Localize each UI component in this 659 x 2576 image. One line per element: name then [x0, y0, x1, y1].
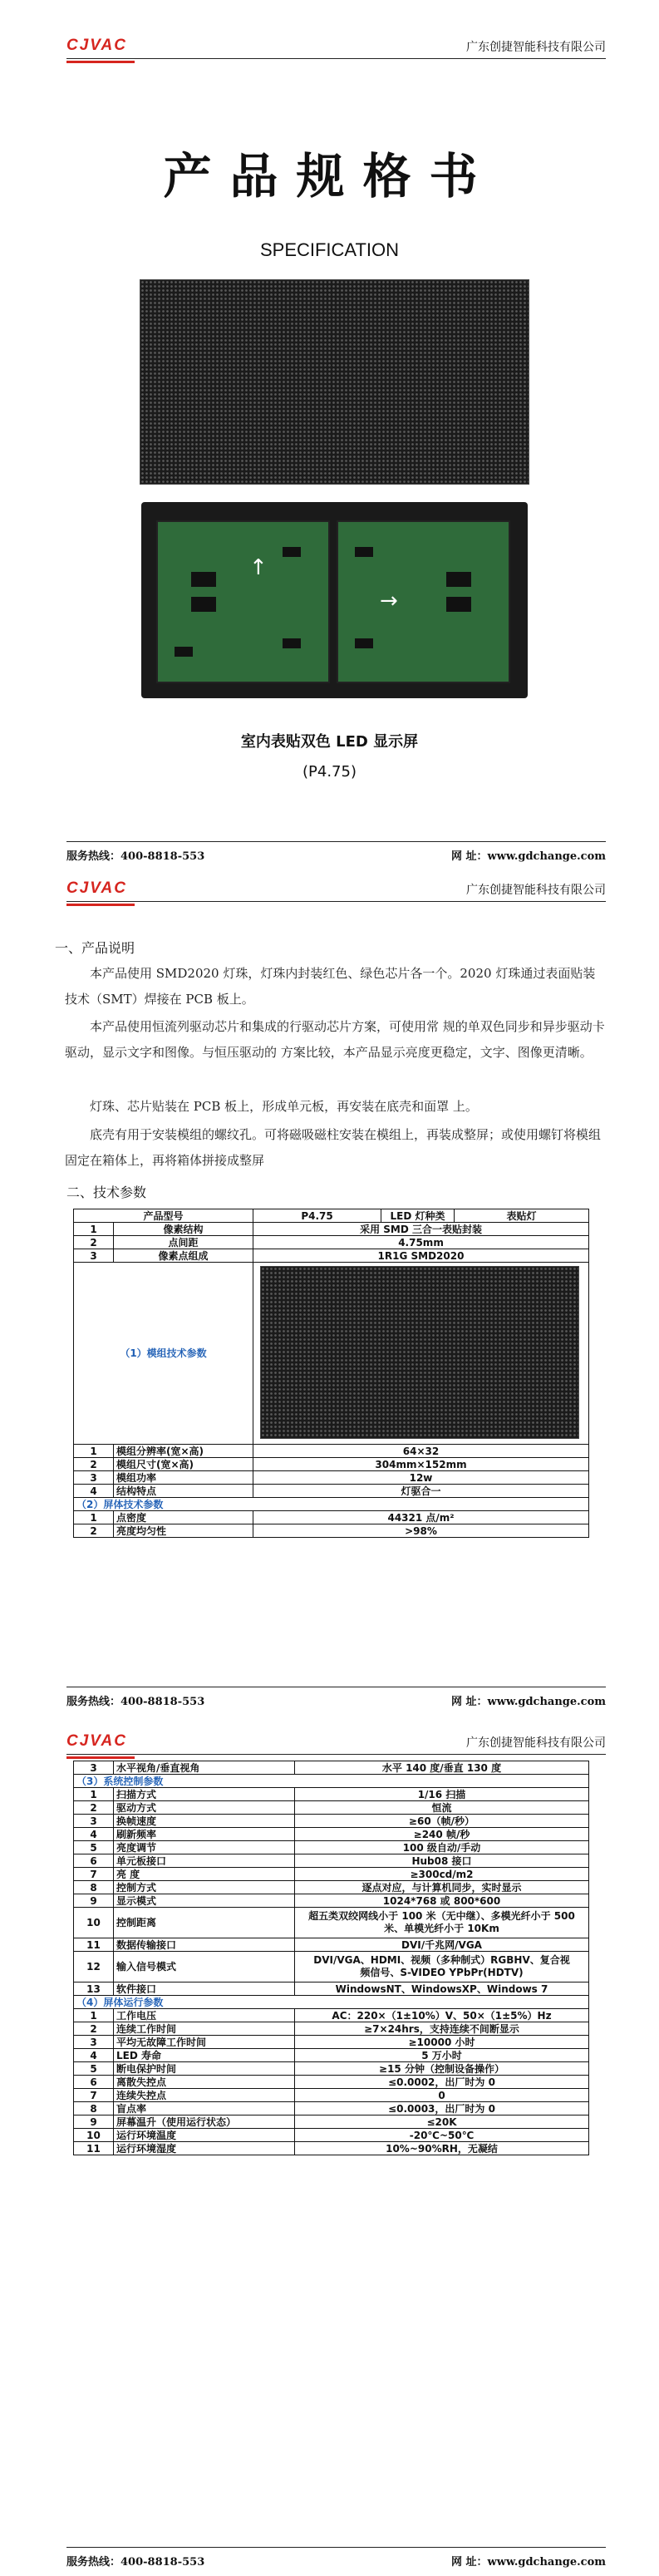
- page-specs-1: [0, 864, 659, 1712]
- row-no: 3: [74, 1249, 114, 1263]
- row-name: 结构特点: [114, 1485, 253, 1498]
- row-name: 模组分辨率(宽×高): [114, 1445, 253, 1458]
- table-row: [74, 1445, 589, 1458]
- row-name: 模组尺寸(宽×高): [114, 1458, 253, 1471]
- table-row: [74, 1868, 589, 1881]
- row-value: 304mm×152mm: [253, 1458, 589, 1471]
- screen-section-label: （2）屏体技术参数: [74, 1498, 589, 1511]
- row-value: DVI/VGA、HDMI、视频（多种制式）RGBHV、复合视频信号、S-VIDEO YPbPr(HDTV): [295, 1952, 589, 1982]
- company-logo: CJVAC: [66, 879, 127, 897]
- row-value: 64×32: [253, 1445, 589, 1458]
- row-value: 超五类双绞网线小于 100 米（无中继）、多模光纤小于 500 米、单模光纤小于 10Km: [295, 1908, 589, 1938]
- row-value: ≤20K: [295, 2115, 589, 2129]
- page-header: [66, 876, 606, 902]
- doc-title: 产品规格书: [163, 148, 496, 204]
- row-no: 11: [74, 2142, 114, 2155]
- logo-underline: [66, 904, 135, 906]
- row-value: Hub08 接口: [295, 1854, 589, 1868]
- table-row: [74, 1801, 589, 1815]
- table-row: [74, 1524, 589, 1538]
- row-name: LED 寿命: [114, 2049, 295, 2062]
- row-no: 1: [74, 1788, 114, 1801]
- section-heading-intro: 一、产品说明: [55, 940, 135, 956]
- service-hotline: 服务热线：400-8818-553: [66, 1696, 205, 1708]
- row-no: 2: [74, 1236, 114, 1249]
- row-no: 10: [74, 1908, 114, 1938]
- row-name: 驱动方式: [114, 1801, 295, 1815]
- page-footer: [66, 1687, 606, 1709]
- row-no: 8: [74, 1881, 114, 1894]
- table-row: [74, 1828, 589, 1841]
- table-row: [74, 2009, 589, 2022]
- table-row: [74, 1761, 589, 1775]
- row-name: 输入信号模式: [114, 1952, 295, 1982]
- row-name: 显示模式: [114, 1894, 295, 1908]
- row-value: ≥7×24hrs，支持连续不间断显示: [295, 2022, 589, 2036]
- table-row: [74, 1908, 589, 1938]
- row-no: 4: [74, 1485, 114, 1498]
- row-no: 5: [74, 1841, 114, 1854]
- row-no: 1: [74, 2009, 114, 2022]
- doc-subtitle: SPECIFICATION: [259, 239, 400, 260]
- page-specs-2: [0, 1712, 659, 2576]
- intro-paragraph: 底壳有用于安装模组的螺纹孔。可将磁吸磁柱安装在模组上，再装成整屏；或使用螺钉将模组固定在箱体上，再将箱体拼接成整屏: [65, 1127, 602, 1168]
- arrow-right-icon: →: [380, 589, 398, 613]
- row-name: 换帧速度: [114, 1815, 295, 1828]
- table-row: [74, 1938, 589, 1952]
- website: 网 址：www.gdchange.com: [451, 850, 606, 863]
- table-row: [74, 1209, 589, 1223]
- row-no: 1: [74, 1445, 114, 1458]
- row-no: 4: [74, 1828, 114, 1841]
- row-name: 断电保护时间: [114, 2062, 295, 2076]
- row-no: 11: [74, 1938, 114, 1952]
- row-name: 运行环境温度: [114, 2129, 295, 2142]
- table-row: [74, 1263, 589, 1445]
- table-row: [74, 2115, 589, 2129]
- table-row: [74, 2076, 589, 2089]
- run-section-label: （4）屏体运行参数: [74, 1996, 589, 2009]
- service-hotline: 服务热线：400-8818-553: [66, 2556, 205, 2569]
- row-name: 亮 度: [114, 1868, 295, 1881]
- row-value: 采用 SMD 三合一表贴封装: [253, 1223, 589, 1236]
- table-row: [74, 1485, 589, 1498]
- table-row: [74, 1854, 589, 1868]
- row-value: 1024*768 或 800*600: [295, 1894, 589, 1908]
- row-name: 控制方式: [114, 1881, 295, 1894]
- row-no: 10: [74, 2129, 114, 2142]
- row-no: 7: [74, 1868, 114, 1881]
- row-value: 逐点对应，与计算机同步，实时显示: [295, 1881, 589, 1894]
- table-row: [74, 1471, 589, 1485]
- chip: [283, 638, 301, 648]
- row-value: 12w: [253, 1471, 589, 1485]
- row-value: DVI/千兆网/VGA: [295, 1938, 589, 1952]
- led-module-front-image: [260, 1266, 579, 1439]
- row-name: 连续失控点: [114, 2089, 295, 2102]
- company-name: 广东创捷智能科技有限公司: [466, 41, 606, 54]
- table-row: [74, 1775, 589, 1788]
- value-model: P4.75: [253, 1209, 381, 1223]
- row-name: 控制距离: [114, 1908, 295, 1938]
- row-value: ≤0.0002，出厂时为 0: [295, 2076, 589, 2089]
- row-value: >98%: [253, 1524, 589, 1538]
- row-value: AC：220×（1±10%）V、50×（1±5%）Hz: [295, 2009, 589, 2022]
- row-name: 点间距: [114, 1236, 253, 1249]
- table-row: [74, 2062, 589, 2076]
- row-value: ≤0.0003，出厂时为 0: [295, 2102, 589, 2115]
- page-header: [66, 1729, 606, 1755]
- table-row: [74, 1788, 589, 1801]
- page-cover: [0, 0, 659, 864]
- row-name: 点密度: [114, 1511, 253, 1524]
- table-row: [74, 1511, 589, 1524]
- chip: [175, 647, 193, 657]
- arrow-up-icon: ↑: [249, 555, 268, 580]
- row-name: 离散失控点: [114, 2076, 295, 2089]
- row-no: 3: [74, 1761, 114, 1775]
- row-name: 水平视角/垂直视角: [114, 1761, 295, 1775]
- chip: [191, 572, 216, 587]
- table-row: [74, 1498, 589, 1511]
- chip: [446, 597, 471, 612]
- chip: [446, 572, 471, 587]
- table-row: [74, 2049, 589, 2062]
- company-name: 广东创捷智能科技有限公司: [466, 1736, 606, 1750]
- section-heading-tech: 二、技术参数: [66, 1185, 147, 1200]
- product-model: (P4.75): [302, 763, 357, 781]
- logo-underline: [66, 61, 135, 63]
- row-no: 1: [74, 1511, 114, 1524]
- row-name: 模组功率: [114, 1471, 253, 1485]
- row-name: 数据传输接口: [114, 1938, 295, 1952]
- row-no: 6: [74, 2076, 114, 2089]
- table-row: [74, 2022, 589, 2036]
- table-row: [74, 1815, 589, 1828]
- product-caption: 室内表贴双色 LED 显示屏: [240, 733, 419, 751]
- row-value: 灯驱合一: [253, 1485, 589, 1498]
- intro-paragraph: 灯珠、芯片贴装在 PCB 板上，形成单元板，再安装在底壳和面罩 上。: [90, 1099, 478, 1114]
- row-no: 2: [74, 1524, 114, 1538]
- row-value: -20℃~50℃: [295, 2129, 589, 2142]
- row-name: 刷新频率: [114, 1828, 295, 1841]
- table-row: [74, 1236, 589, 1249]
- pcb-left: [156, 520, 330, 683]
- intro-paragraph: 本产品使用 SMD2020 灯珠，灯珠内封装红色、绿色芯片各一个。2020 灯珠通过表面贴装技术（SMT）焊接在 PCB 板上。: [65, 966, 596, 1007]
- table-row: [74, 2142, 589, 2155]
- company-logo: CJVAC: [66, 1732, 127, 1750]
- row-name: 像素结构: [114, 1223, 253, 1236]
- row-name: 单元板接口: [114, 1854, 295, 1868]
- row-no: 2: [74, 2022, 114, 2036]
- table-row: [74, 1841, 589, 1854]
- page-footer: [66, 841, 606, 864]
- value-led-type: 表贴灯: [455, 1209, 589, 1223]
- spec-table-2: [73, 1761, 589, 2155]
- pcb-right: [337, 520, 510, 683]
- row-value: ≥10000 小时: [295, 2036, 589, 2049]
- row-no: 9: [74, 1894, 114, 1908]
- row-name: 像素点组成: [114, 1249, 253, 1263]
- chip: [355, 547, 373, 557]
- row-no: 12: [74, 1952, 114, 1982]
- intro-paragraph: 本产品使用恒流列驱动芯片和集成的行驱动芯片方案，可使用常 规的单双色同步和异步驱动卡驱动，显示文字和图像。与恒压驱动的 方案比较，本产品显示亮度更稳定，文字、图像更清晰。: [65, 1019, 605, 1060]
- row-value: ≥60（帧/秒）: [295, 1815, 589, 1828]
- row-value: 1R1G SMD2020: [253, 1249, 589, 1263]
- spec-table-1: [73, 1209, 589, 1538]
- module-image-cell: [253, 1263, 589, 1445]
- row-no: 9: [74, 2115, 114, 2129]
- row-value: ≥15 分钟（控制设备操作）: [295, 2062, 589, 2076]
- company-logo: CJVAC: [66, 37, 127, 54]
- row-no: 5: [74, 2062, 114, 2076]
- row-name: 工作电压: [114, 2009, 295, 2022]
- page-footer: [66, 2547, 606, 2569]
- table-row: [74, 2036, 589, 2049]
- control-section-label: （3）系统控制参数: [74, 1775, 589, 1788]
- table-row: [74, 1894, 589, 1908]
- row-no: 2: [74, 1458, 114, 1471]
- table-row: [74, 2129, 589, 2142]
- row-no: 1: [74, 1223, 114, 1236]
- table-row: [74, 1458, 589, 1471]
- row-name: 盲点率: [114, 2102, 295, 2115]
- website: 网 址：www.gdchange.com: [451, 2556, 606, 2569]
- chip: [191, 597, 216, 612]
- table-row: [74, 2102, 589, 2115]
- row-no: 13: [74, 1982, 114, 1996]
- row-value: 1/16 扫描: [295, 1788, 589, 1801]
- table-row: [74, 1249, 589, 1263]
- row-name: 扫描方式: [114, 1788, 295, 1801]
- row-no: 4: [74, 2049, 114, 2062]
- row-value: ≥300cd/m2: [295, 1868, 589, 1881]
- row-no: 2: [74, 1801, 114, 1815]
- row-value: 4.75mm: [253, 1236, 589, 1249]
- table-row: [74, 2089, 589, 2102]
- row-name: 运行环境湿度: [114, 2142, 295, 2155]
- table-row: [74, 1982, 589, 1996]
- row-name: 亮度均匀性: [114, 1524, 253, 1538]
- table-row: [74, 1223, 589, 1236]
- module-section-label: （1）模组技术参数: [74, 1263, 253, 1445]
- row-value: 恒流: [295, 1801, 589, 1815]
- row-name: 亮度调节: [114, 1841, 295, 1854]
- row-value: ≥240 帧/秒: [295, 1828, 589, 1841]
- row-name: 软件接口: [114, 1982, 295, 1996]
- service-hotline: 服务热线：400-8818-553: [66, 850, 205, 863]
- row-no: 3: [74, 1815, 114, 1828]
- chip: [355, 638, 373, 648]
- row-value: 0: [295, 2089, 589, 2102]
- row-value: 100 级自动/手动: [295, 1841, 589, 1854]
- led-module-front-image: [140, 279, 529, 485]
- row-no: 3: [74, 2036, 114, 2049]
- led-module-back-image: [141, 502, 528, 698]
- row-name: 屏幕温升（使用运行状态）: [114, 2115, 295, 2129]
- logo-underline: [66, 1756, 135, 1759]
- row-name: 连续工作时间: [114, 2022, 295, 2036]
- row-name: 平均无故障工作时间: [114, 2036, 295, 2049]
- row-value: 10%~90%RH，无凝结: [295, 2142, 589, 2155]
- chip: [283, 547, 301, 557]
- row-value: 水平 140 度/垂直 130 度: [295, 1761, 589, 1775]
- table-row: [74, 1952, 589, 1982]
- row-no: 7: [74, 2089, 114, 2102]
- page-header: [66, 33, 606, 59]
- label-led-type: LED 灯种类: [381, 1209, 455, 1223]
- row-no: 8: [74, 2102, 114, 2115]
- row-value: 44321 点/m²: [253, 1511, 589, 1524]
- row-no: 3: [74, 1471, 114, 1485]
- table-row: [74, 1881, 589, 1894]
- table-row: [74, 1996, 589, 2009]
- row-value: 5 万小时: [295, 2049, 589, 2062]
- company-name: 广东创捷智能科技有限公司: [466, 884, 606, 897]
- row-value: WindowsNT、WindowsXP、Windows 7: [295, 1982, 589, 1996]
- row-no: 6: [74, 1854, 114, 1868]
- website: 网 址：www.gdchange.com: [451, 1696, 606, 1708]
- label-model: 产品型号: [74, 1209, 253, 1223]
